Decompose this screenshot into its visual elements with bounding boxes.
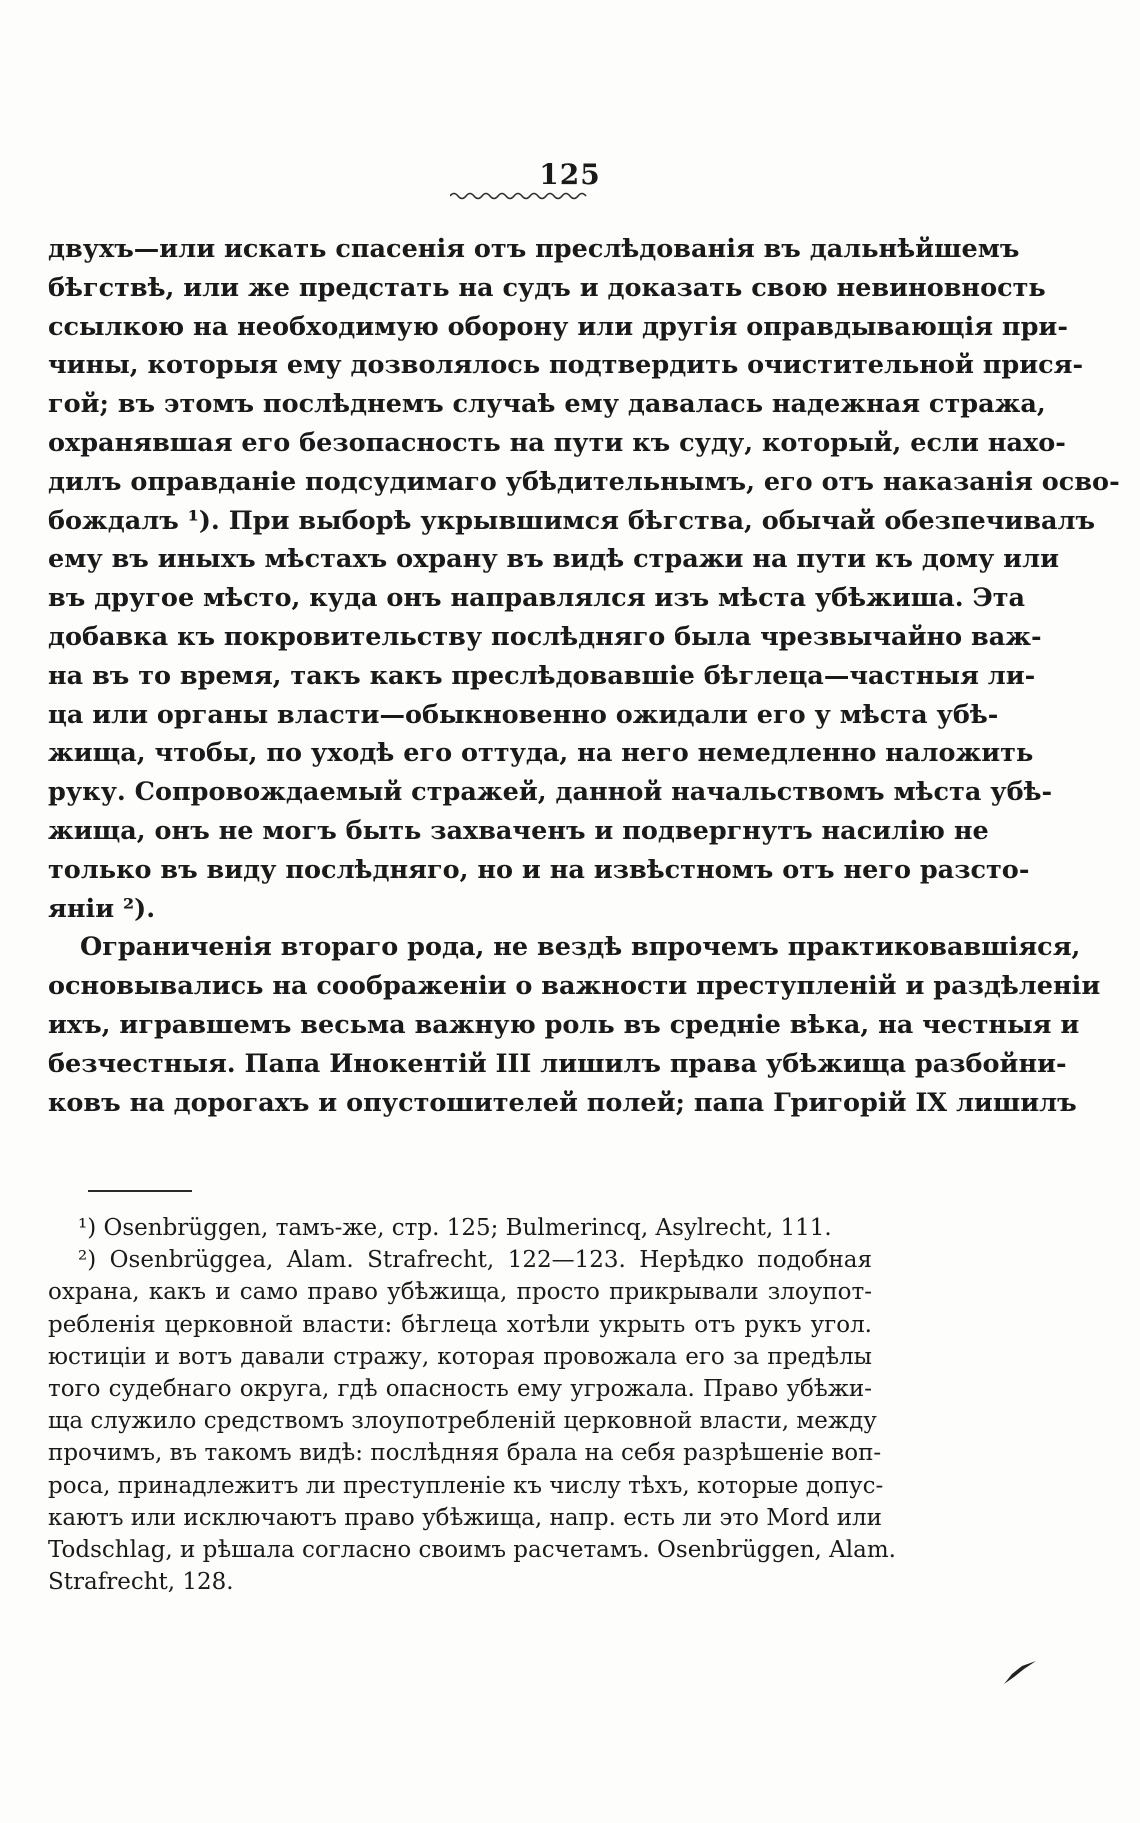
text-line: яніи ²). <box>48 893 156 924</box>
footnote-divider <box>88 1190 192 1192</box>
text-line: жища, чтобы, по уходѣ его оттуда, на него немедленно наложить <box>48 738 1034 769</box>
text-line: безчестныя. Папа Инокентій III лишилъ права убѣжища разбойни- <box>48 1048 1067 1079</box>
text-line: только въ виду послѣдняго, но и на извѣстномъ отъ него разсто- <box>48 854 1030 885</box>
paragraph-1 <box>48 230 1120 928</box>
text-line: охранявшая его безопасность на пути къ суду, который, если нахо- <box>48 427 1066 458</box>
footnote-line: Strafrecht, 128. <box>48 1569 234 1596</box>
text-line: въ другое мѣсто, куда онъ направлялся изъ мѣста убѣжиша. Эта <box>48 583 1026 614</box>
footnote-line: юстиціи и вотъ давали стражу, которая провожала его за предѣлы <box>48 1343 872 1370</box>
text-line: ихъ, игравшемъ весьма важную роль въ средніе вѣка, на честныя и <box>48 1009 1080 1040</box>
pen-stroke-mark-icon <box>1002 1660 1038 1686</box>
text-line: ца или органы власти—обыкновенно ожидали его у мѣста убѣ- <box>48 699 999 730</box>
main-text <box>48 230 1120 1122</box>
text-line: Ограниченія втораго рода, не вездѣ впрочемъ практиковавшіяся, <box>80 932 1081 963</box>
footnote-line: Todschlag, и рѣшала согласно своимъ расчетамъ. Osenbrüggen, Alam. <box>48 1537 896 1564</box>
text-line: чины, которыя ему дозволялось подтвердить очистительной прися- <box>48 350 1084 381</box>
text-line: добавка къ покровительству послѣдняго была чрезвычайно важ- <box>48 621 1042 652</box>
footnote-line: каютъ или исключаютъ право убѣжища, напр. есть ли это Mord или <box>48 1504 882 1531</box>
text-line: бѣгствѣ, или же предстать на судъ и доказать свою невиновность <box>48 272 1046 303</box>
footnote-line: охрана, какъ и само право убѣжища, просто прикрывали злоупот- <box>48 1279 872 1306</box>
footnote-2 <box>48 1244 896 1598</box>
text-line: жища, онъ не могъ быть захваченъ и подвергнутъ насилію не <box>48 815 989 846</box>
wavy-underline-ornament-icon <box>450 190 590 202</box>
text-line: руку. Сопровождаемый стражей, данной начальствомъ мѣста убѣ- <box>48 777 1053 808</box>
footnotes <box>48 1212 896 1598</box>
text-line: дилъ оправданіе подсудимаго убѣдительнымъ, его отъ наказанія осво- <box>48 466 1120 497</box>
paragraph-2 <box>48 928 1101 1122</box>
footnote-line: ¹) Osenbrüggen, тамъ-же, стр. 125; Bulmerincq, Asylrecht, 111. <box>78 1215 832 1241</box>
footnote-line: роса, принадлежитъ ли преступленіе къ числу тѣхъ, которые допус- <box>48 1472 884 1499</box>
footnote-line: прочимъ, въ такомъ видѣ: послѣдняя брала на себя разрѣшеніе воп- <box>48 1440 882 1467</box>
text-line: бождалъ ¹). При выборѣ укрывшимся бѣгства, обычай обезпечивалъ <box>48 505 1096 536</box>
footnote-1 <box>48 1212 872 1244</box>
text-line: двухъ—или искать спасенія отъ преслѣдованія въ дальнѣйшемъ <box>48 234 1020 264</box>
text-line: ссылкою на необходимую оборону или другія оправдывающія при- <box>48 311 1068 342</box>
text-line: ему въ иныхъ мѣстахъ охрану въ видѣ стражи на пути къ дому или <box>48 544 1059 575</box>
text-line: ковъ на дорогахъ и опустошителей полей; папа Григорій IX лишилъ <box>48 1087 1077 1118</box>
text-line: на въ то время, такъ какъ преслѣдовавшіе бѣглеца—частныя ли- <box>48 660 1036 691</box>
footnote-line: ребленія церковной власти: бѣглеца хотѣли укрыть отъ рукъ угол. <box>48 1311 872 1338</box>
footnote-line: ща служило средствомъ злоупотребленій церковной власти, между <box>48 1408 877 1435</box>
footnote-line: ²) Osenbrüggea, Alam. Strafrecht, 122—123. Нерѣдко подобная <box>78 1247 872 1274</box>
footnote-line: того судебнаго округа, гдѣ опасность ему угрожала. Право убѣжи- <box>48 1376 872 1403</box>
text-line: гой; въ этомъ послѣднемъ случаѣ ему давалась надежная стража, <box>48 389 1046 420</box>
page-number: 125 <box>539 158 601 191</box>
text-line: основывались на соображеніи о важности преступленій и раздѣленіи <box>48 971 1101 1002</box>
